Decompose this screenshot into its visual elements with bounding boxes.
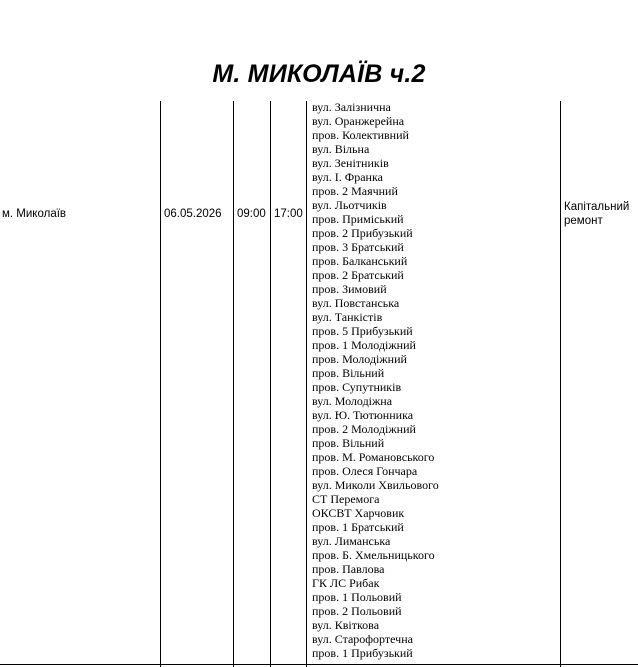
street-item: пров. 2 Прибузький xyxy=(312,226,413,240)
street-item: пров. Супутників xyxy=(312,380,402,394)
work-type-line: ремонт xyxy=(564,215,603,227)
date-cell: 06.05.2026 xyxy=(164,208,222,220)
street-item: пров. Б. Хмельницького xyxy=(312,548,435,562)
street-item: пров. Вільний xyxy=(312,366,385,380)
street-item: вул. І. Франка xyxy=(312,170,383,184)
street-item: вул. Залізнична xyxy=(312,100,391,114)
street-item: вул. Льотчиків xyxy=(312,198,387,212)
street-item: пров. 2 Братський xyxy=(312,268,404,282)
street-item: вул. Квіткова xyxy=(312,618,380,632)
street-item: пров. 1 Братський xyxy=(312,520,404,534)
table-bottom-border xyxy=(0,664,638,665)
street-item: пров. М. Романовського xyxy=(312,450,435,464)
street-item: пров. Колективний xyxy=(312,128,409,142)
street-item: пров. 1 Прибузький xyxy=(312,646,413,660)
street-item: пров. 2 Польовий xyxy=(312,604,402,618)
street-item: вул. Старофортечна xyxy=(312,632,413,646)
street-item: пров. 5 Прибузький xyxy=(312,324,413,338)
column-divider xyxy=(233,101,234,667)
street-item: вул. Танкістів xyxy=(312,310,383,324)
street-item: вул. Вільна xyxy=(312,142,370,156)
street-item: ГК ЛС Рибак xyxy=(312,576,380,590)
street-item: пров. Олеся Гончара xyxy=(312,464,418,478)
street-item: пров. Молодіжний xyxy=(312,352,407,366)
time-end-cell: 17:00 xyxy=(274,208,303,220)
street-item: пров. 1 Молодіжний xyxy=(312,338,416,352)
street-item: пров. Вільний xyxy=(312,436,385,450)
street-item: вул. Зенітників xyxy=(312,156,389,170)
street-item: вул. Ю. Тютюнника xyxy=(312,408,414,422)
street-item: пров. Павлова xyxy=(312,562,385,576)
street-item: пров. 3 Братський xyxy=(312,240,404,254)
street-item: пров. Балканський xyxy=(312,254,408,268)
street-item: пров. Приміський xyxy=(312,212,404,226)
settlement-cell: м. Миколаїв xyxy=(2,208,67,220)
street-item: пров. 2 Молодіжний xyxy=(312,422,416,436)
column-divider xyxy=(160,101,161,667)
street-item: вул. Оранжерейна xyxy=(312,114,405,128)
street-item: пров. 2 Маячний xyxy=(312,184,398,198)
street-item: вул. Миколи Хвильового xyxy=(312,478,439,492)
street-item: пров. Зимовий xyxy=(312,282,387,296)
street-item: вул. Повстанська xyxy=(312,296,400,310)
page-title: М. МИКОЛАЇВ ч.2 xyxy=(212,60,426,88)
column-divider xyxy=(306,101,307,667)
column-divider xyxy=(270,101,271,667)
streets-list xyxy=(312,100,557,660)
street-item: пров. 1 Польовий xyxy=(312,590,402,604)
street-item: ОКСВТ Харчовик xyxy=(312,506,405,520)
street-item: СТ Перемога xyxy=(312,492,380,506)
work-type-line: Капітальний xyxy=(564,201,630,213)
work-type-cell xyxy=(564,200,638,228)
time-start-cell: 09:00 xyxy=(237,208,266,220)
street-item: вул. Лиманська xyxy=(312,534,391,548)
street-item: вул. Молодіжна xyxy=(312,394,393,408)
column-divider xyxy=(560,101,561,667)
